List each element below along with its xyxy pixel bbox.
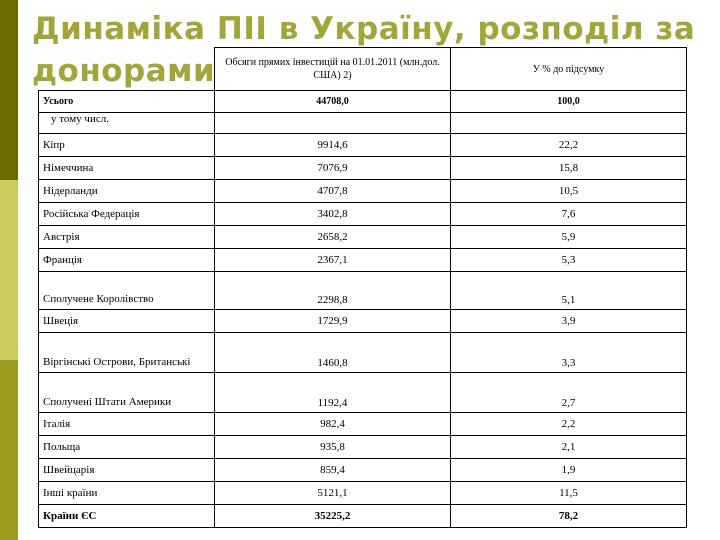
- volume-cell: 5121,1: [215, 482, 451, 505]
- table-row: [39, 413, 687, 436]
- volume-cell: 7076,9: [215, 157, 451, 180]
- eu-row: [39, 505, 687, 528]
- country-label: Австрія: [39, 226, 215, 249]
- table-row: [39, 134, 687, 157]
- percent-cell: 5,1: [451, 272, 687, 310]
- country-label: Польща: [39, 436, 215, 459]
- subheader-empty-2: [451, 113, 687, 134]
- percent-cell: 10,5: [451, 180, 687, 203]
- header-volume: Обсяги прямих інвестицій на 01.01.2011 (млн.дол. США) 2): [215, 48, 451, 91]
- total-value: 44708,0: [215, 91, 451, 113]
- table-row: [39, 459, 687, 482]
- volume-cell: 3402,8: [215, 203, 451, 226]
- country-label: Сполучене Королівство: [39, 272, 215, 310]
- header-percent: У % до підсумку: [451, 48, 687, 91]
- percent-cell: 3,3: [451, 333, 687, 373]
- country-label: Інші країни: [39, 482, 215, 505]
- side-bar-mid: [0, 180, 18, 360]
- country-label: Італія: [39, 413, 215, 436]
- volume-cell: 2298,8: [215, 272, 451, 310]
- country-label: Віргінські Острови, Британські: [39, 333, 215, 373]
- eu-value: 35225,2: [215, 505, 451, 528]
- table-row: [39, 203, 687, 226]
- percent-cell: 22,2: [451, 134, 687, 157]
- table-row: [39, 157, 687, 180]
- country-label: Німеччина: [39, 157, 215, 180]
- subheader-empty-1: [215, 113, 451, 134]
- subheader-row: [39, 113, 687, 134]
- country-label: Франція: [39, 249, 215, 272]
- side-bar-dark: [0, 0, 18, 180]
- total-percent: 100,0: [451, 91, 687, 113]
- volume-cell: 935,8: [215, 436, 451, 459]
- side-bar-light: [0, 360, 18, 540]
- fdi-table-wrapper: [38, 47, 686, 528]
- eu-percent: 78,2: [451, 505, 687, 528]
- table-row: [39, 436, 687, 459]
- table-row: [39, 180, 687, 203]
- subheader-label: у тому числ.: [39, 113, 215, 134]
- percent-cell: 7,6: [451, 203, 687, 226]
- table-row: [39, 249, 687, 272]
- table-row: [39, 310, 687, 333]
- country-label: Кіпр: [39, 134, 215, 157]
- percent-cell: 2,1: [451, 436, 687, 459]
- percent-cell: 3,9: [451, 310, 687, 333]
- volume-cell: 9914,6: [215, 134, 451, 157]
- country-label: Швеція: [39, 310, 215, 333]
- volume-cell: 4707,8: [215, 180, 451, 203]
- volume-cell: 1192,4: [215, 373, 451, 413]
- fdi-table: [38, 47, 687, 528]
- table-row: [39, 482, 687, 505]
- table-row: [39, 333, 687, 373]
- volume-cell: 2658,2: [215, 226, 451, 249]
- percent-cell: 15,8: [451, 157, 687, 180]
- table-row: [39, 226, 687, 249]
- volume-cell: 2367,1: [215, 249, 451, 272]
- volume-cell: 982,4: [215, 413, 451, 436]
- percent-cell: 2,7: [451, 373, 687, 413]
- table-row: [39, 272, 687, 310]
- volume-cell: 1460,8: [215, 333, 451, 373]
- eu-label: Країни ЄС: [39, 505, 215, 528]
- country-label: Нідерланди: [39, 180, 215, 203]
- country-label: Російська Федерація: [39, 203, 215, 226]
- percent-cell: 5,9: [451, 226, 687, 249]
- country-label: Швейцарія: [39, 459, 215, 482]
- slide-title: Динаміка ПІІ в Україну, розподіл за донорами: [32, 11, 696, 89]
- percent-cell: 11,5: [451, 482, 687, 505]
- percent-cell: 5,3: [451, 249, 687, 272]
- volume-cell: 859,4: [215, 459, 451, 482]
- total-row: [39, 91, 687, 113]
- total-label: Усього: [39, 91, 215, 113]
- table-row: [39, 373, 687, 413]
- country-label: Сполучені Штати Америки: [39, 373, 215, 413]
- volume-cell: 1729,9: [215, 310, 451, 333]
- percent-cell: 2,2: [451, 413, 687, 436]
- percent-cell: 1,9: [451, 459, 687, 482]
